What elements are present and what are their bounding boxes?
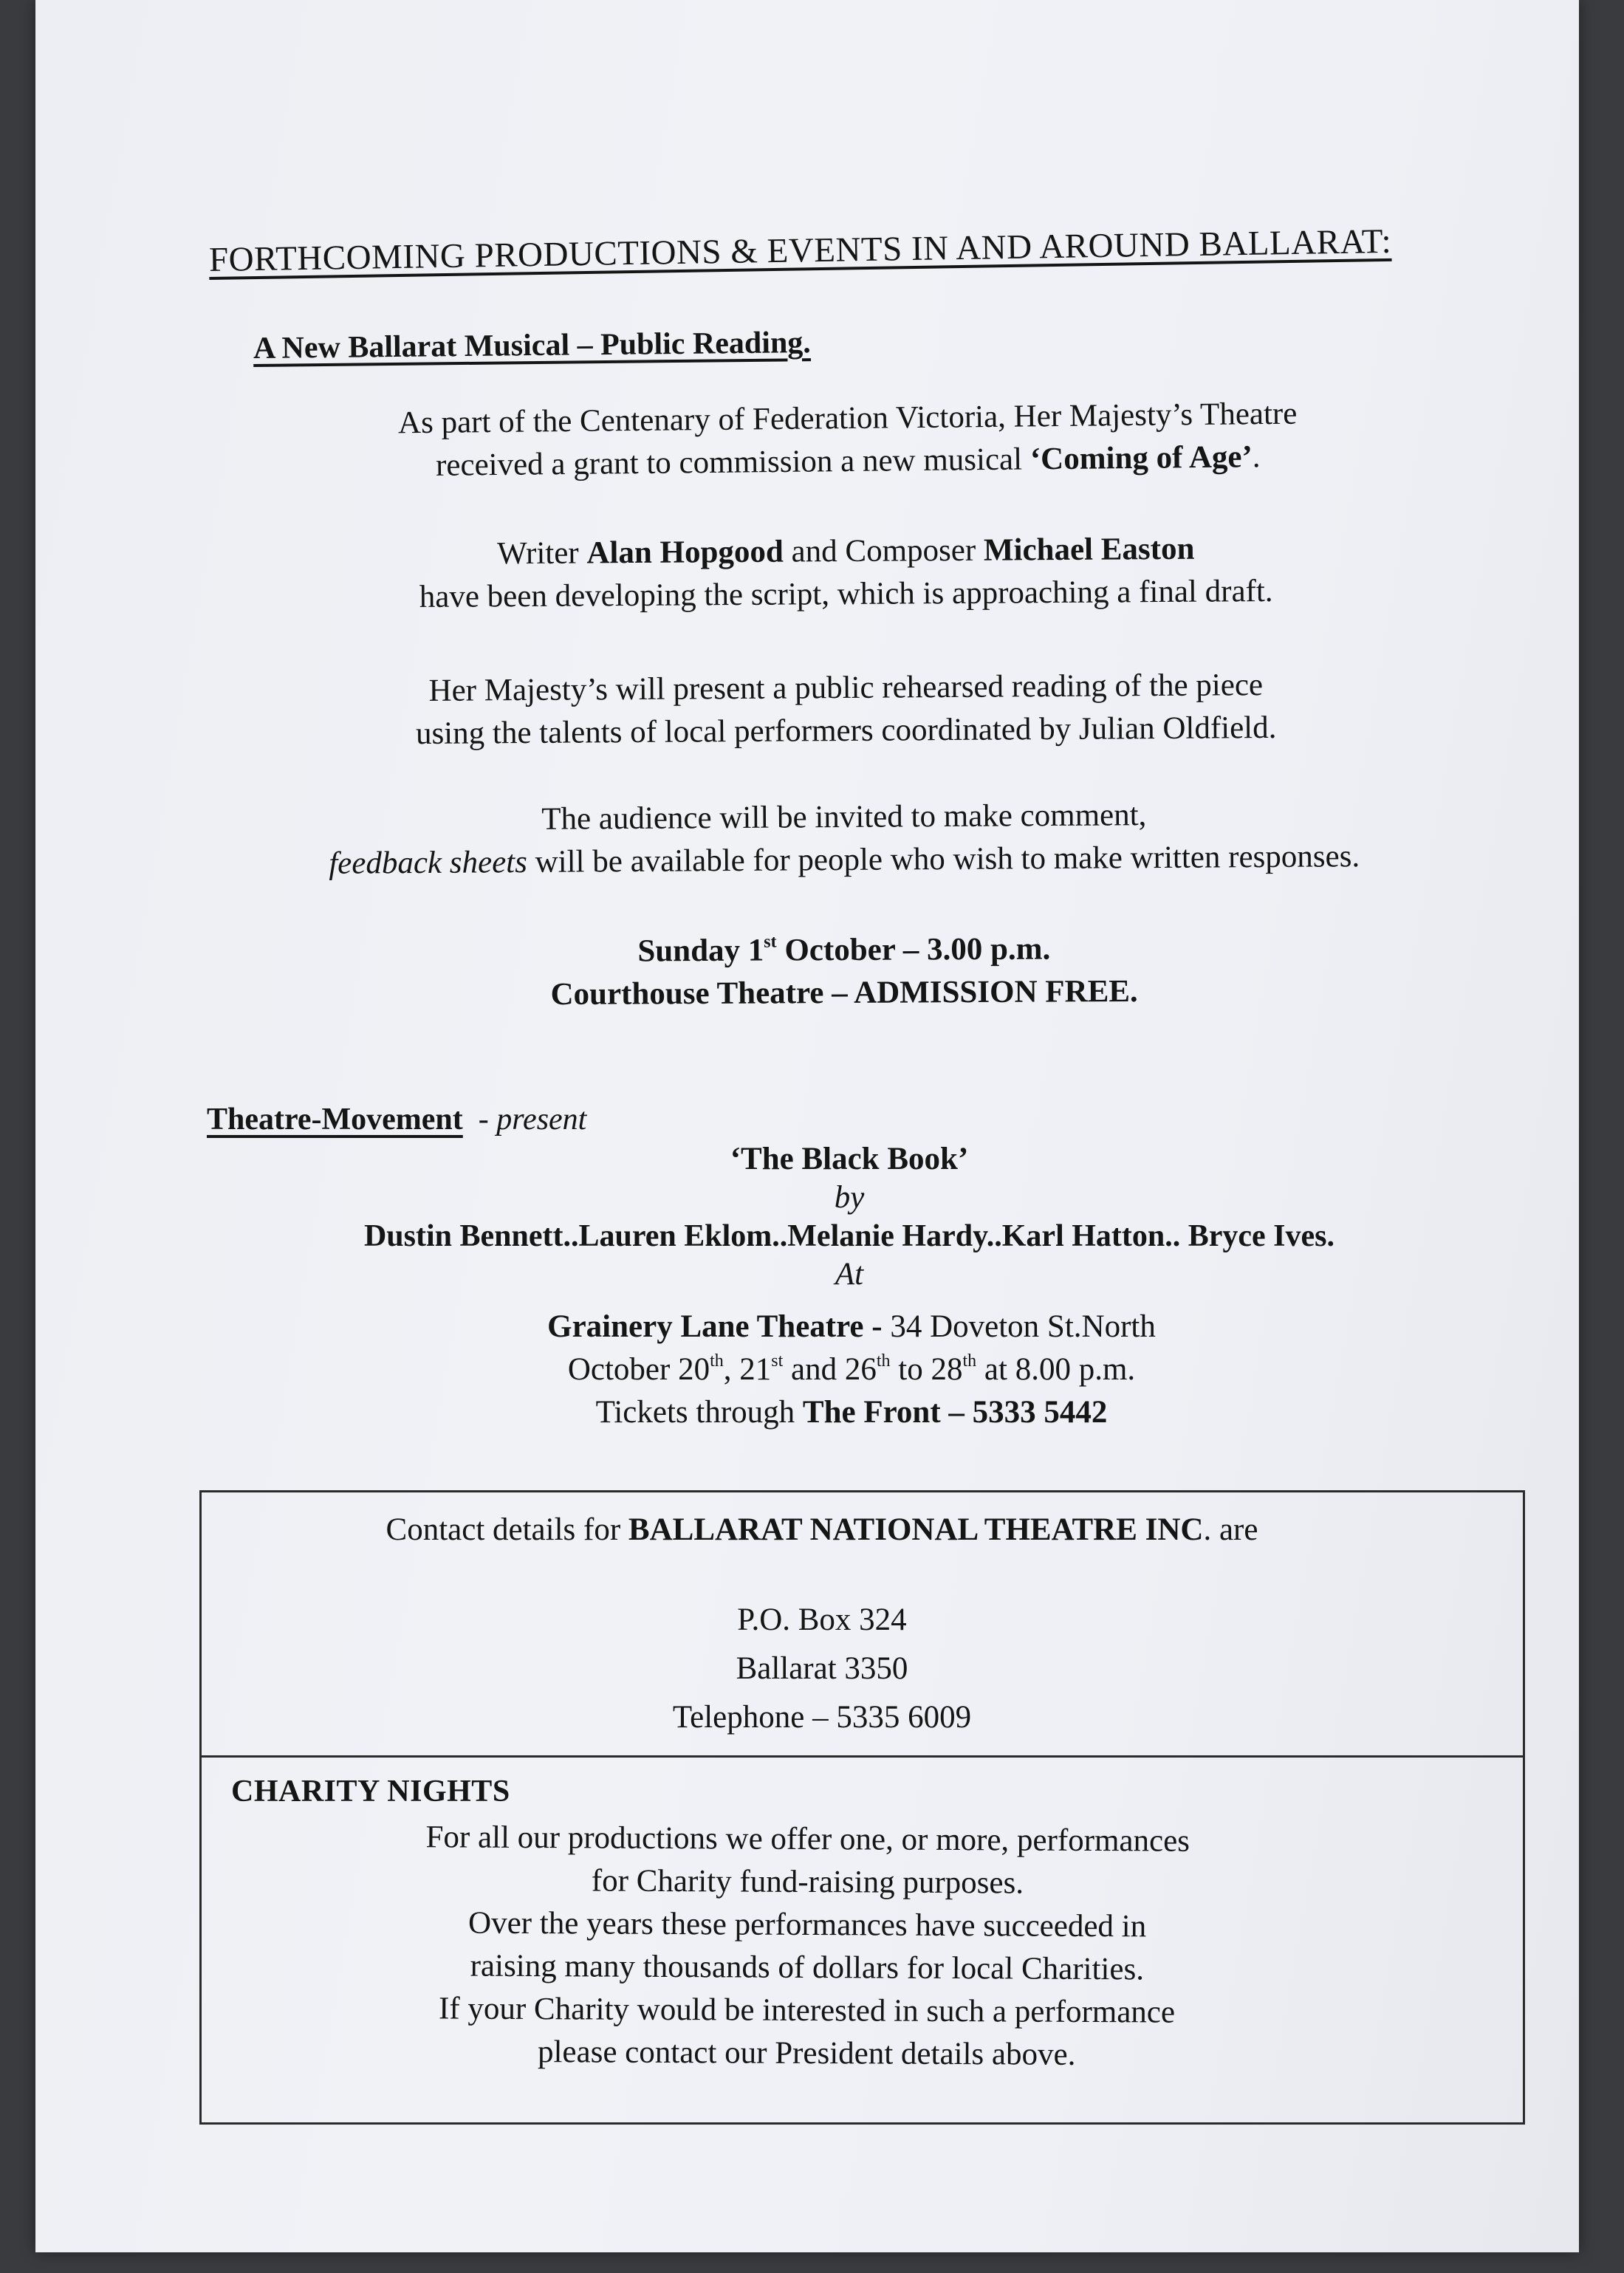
contact-phone: Telephone – 5335 6009	[672, 1700, 972, 1735]
organisation-name: BALLARAT NATIONAL THEATRE INC	[628, 1512, 1204, 1547]
charity-text	[201, 1815, 1414, 2079]
contact-box	[199, 1490, 1525, 1758]
charity-line: raising many thousands of dollars for local Charities.	[470, 1948, 1145, 1987]
charity-line: please contact our President details above.	[537, 2034, 1076, 2072]
show-venue: Grainery Lane Theatre - 34 Doveton St.North	[547, 1309, 1156, 1344]
musical-p4-line-b: feedback sheets will be available for people who wish to make written responses.	[329, 839, 1360, 881]
musical-p4-line-a: The audience will be invited to make comment,	[541, 798, 1147, 837]
musical-p1-line-a: As part of the Centenary of Federation Victoria, Her Majesty’s Theatre	[397, 396, 1298, 441]
charity-line: for Charity fund-raising purposes.	[591, 1863, 1024, 1901]
contact-city: Ballarat 3350	[736, 1651, 908, 1686]
musical-paragraph-3	[35, 661, 1624, 758]
by-label: by	[834, 1180, 865, 1215]
feedback-sheets: feedback sheets	[329, 844, 528, 881]
musical-p2-line-a: Writer Alan Hopgood and Composer Michael Easton	[497, 531, 1195, 572]
contact-intro: Contact details for BALLARAT NATIONAL THEATRE INC. are	[386, 1512, 1258, 1547]
charity-box	[199, 1758, 1525, 2125]
musical-paragraph-2	[35, 524, 1624, 621]
musical-date-venue	[35, 925, 1624, 1018]
musical-p3-line-b: using the talents of local performers coordinated by Julian Oldfield.	[415, 710, 1277, 752]
black-book-block	[35, 1140, 1624, 1294]
page-heading: FORTHCOMING PRODUCTIONS & EVENTS IN AND AROUND BALLARAT:	[208, 222, 1392, 279]
composer-name: Michael Easton	[983, 531, 1195, 568]
charity-line: Over the years these performances have succeeded in	[467, 1905, 1147, 1944]
musical-p2-line-b: have been developing the script, which is approaching a final draft.	[419, 573, 1273, 615]
musical-paragraph-4	[35, 790, 1624, 887]
po-box: P.O. Box 324	[737, 1602, 907, 1637]
musical-p1-line-b: received a grant to commission a new musical ‘Coming of Age’.	[435, 439, 1261, 483]
musical-p3-line-a: Her Majesty’s will present a public rehearsed reading of the piece	[428, 668, 1264, 708]
charity-line: If your Charity would be interested in such a performance	[438, 1991, 1176, 2030]
show-dates: October 20th, 21st and 26th to 28th at 8.00 p.m.	[567, 1351, 1136, 1387]
contact-address	[202, 1596, 1442, 1742]
show-title: ‘The Black Book’	[730, 1142, 969, 1176]
charity-title: CHARITY NIGHTS	[231, 1775, 510, 1809]
musical-venue: Courthouse Theatre – ADMISSION FREE.	[550, 973, 1138, 1012]
musical-title: A New Ballarat Musical – Public Reading.	[253, 326, 812, 366]
company-name: Theatre-Movement	[207, 1103, 463, 1136]
charity-line: For all our productions we offer one, or more, performances	[425, 1820, 1190, 1859]
program-page	[35, 0, 1579, 2252]
theatre-movement-heading: Theatre-Movement - present	[207, 1103, 587, 1136]
black-book-details	[35, 1306, 1624, 1434]
musical-date: Sunday 1st October – 3.00 p.m.	[637, 931, 1051, 969]
writer-name: Alan Hopgood	[586, 534, 784, 571]
musical-name: ‘Coming of Age’	[1029, 439, 1253, 477]
musical-paragraph-1	[35, 388, 1624, 491]
show-tickets: Tickets through The Front – 5333 5442	[595, 1395, 1108, 1430]
at-label: At	[835, 1257, 864, 1292]
authors: Dustin Bennett..Lauren Eklom..Melanie Hardy..Karl Hatton.. Bryce Ives.	[363, 1219, 1335, 1253]
